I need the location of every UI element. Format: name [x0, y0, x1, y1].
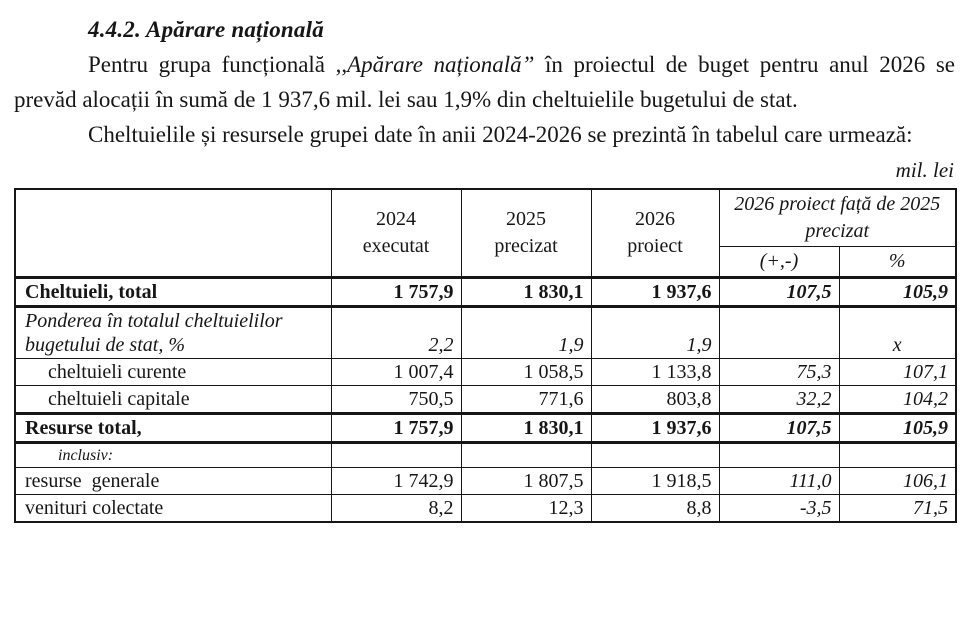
cell-2026: 803,8: [591, 386, 719, 414]
header-2026-year: 2026: [635, 208, 675, 230]
section-heading: 4.4.2. Apărare națională: [88, 17, 324, 42]
cell-percent: x: [839, 307, 956, 359]
cell-diff: 111,0: [719, 468, 839, 495]
paragraph-intro-prefix: Pentru grupa funcțională ,,: [88, 52, 348, 77]
cell-percent: 107,1: [839, 359, 956, 386]
cell-2024: 1 742,9: [331, 468, 461, 495]
cell-2025: 1 830,1: [461, 278, 591, 307]
header-empty-cell: [15, 189, 331, 278]
paragraph-table-lead: Cheltuielile și resursele grupei date în anii 2024-2026 se prezintă în tabelul care urmează:: [88, 122, 913, 147]
cell-percent: 106,1: [839, 468, 956, 495]
header-2025-year: 2025: [506, 208, 546, 230]
table-row-cheltuieli-total: [15, 278, 956, 307]
table-row-venituri-colectate: [15, 495, 956, 523]
cell-2024: 1 757,9: [331, 278, 461, 307]
cell-2025: 1,9: [461, 307, 591, 359]
cell-2025: 771,6: [461, 386, 591, 414]
cell-diff: 32,2: [719, 386, 839, 414]
table-row-resurse-generale: [15, 468, 956, 495]
row-label: venituri colectate: [15, 495, 331, 523]
row-label: resurse generale: [15, 468, 331, 495]
row-label: Ponderea în totalul cheltuielilor bugetului de stat, %: [15, 307, 331, 359]
cell-2024: 1 757,9: [331, 414, 461, 443]
header-diff: (+,-): [719, 247, 839, 278]
table-row-resurse-total: [15, 414, 956, 443]
unit-label: mil. lei: [895, 158, 954, 182]
cell-2024: [331, 443, 461, 468]
header-2026-kind: proiect: [627, 235, 683, 257]
row-label: cheltuieli capitale: [15, 386, 331, 414]
header-comparison-group: 2026 proiect față de 2025 precizat: [719, 189, 956, 247]
cell-percent: 105,9: [839, 278, 956, 307]
cell-2025: 1 058,5: [461, 359, 591, 386]
header-2024-year: 2024: [376, 208, 416, 230]
cell-2026: [591, 443, 719, 468]
cell-diff: -3,5: [719, 495, 839, 523]
budget-table: [14, 188, 957, 523]
cell-diff: [719, 443, 839, 468]
cell-2024: 2,2: [331, 307, 461, 359]
cell-2026: 1 918,5: [591, 468, 719, 495]
header-col-2026: [591, 189, 719, 278]
paragraph-intro-suffix: în proiectul de buget pentru anul 2026 se prevăd alocații în sumă de 1 937,6 mil. lei sau 1,9% din cheltuielile bugetului de stat.: [14, 52, 955, 112]
header-col-2025: [461, 189, 591, 278]
cell-2025: 1 830,1: [461, 414, 591, 443]
paragraph-intro: [14, 47, 955, 117]
cell-percent: [839, 443, 956, 468]
cell-2024: 1 007,4: [331, 359, 461, 386]
table-row-cheltuieli-curente: [15, 359, 956, 386]
cell-2026: 1 937,6: [591, 278, 719, 307]
row-label: inclusiv:: [15, 443, 331, 468]
header-percent: %: [839, 247, 956, 278]
cell-2026: 1 133,8: [591, 359, 719, 386]
cell-percent: 105,9: [839, 414, 956, 443]
cell-2025: 12,3: [461, 495, 591, 523]
cell-diff: 75,3: [719, 359, 839, 386]
table-row-cheltuieli-capitale: [15, 386, 956, 414]
row-label: cheltuieli curente: [15, 359, 331, 386]
header-2024-kind: executat: [362, 235, 430, 257]
cell-2025: 1 807,5: [461, 468, 591, 495]
header-2025-kind: precizat: [494, 235, 558, 257]
cell-2024: 750,5: [331, 386, 461, 414]
cell-percent: 104,2: [839, 386, 956, 414]
table-header-row-top: [15, 189, 956, 247]
cell-2024: 8,2: [331, 495, 461, 523]
row-label: Cheltuieli, total: [15, 278, 331, 307]
quoted-group-name: Apărare națională”: [347, 52, 535, 77]
cell-2026: 8,8: [591, 495, 719, 523]
cell-2026: 1 937,6: [591, 414, 719, 443]
cell-2025: [461, 443, 591, 468]
table-row-inclusiv: [15, 443, 956, 468]
header-col-2024: [331, 189, 461, 278]
row-label: Resurse total,: [15, 414, 331, 443]
cell-diff: 107,5: [719, 278, 839, 307]
table-row-ponderea: [15, 307, 956, 359]
cell-2026: 1,9: [591, 307, 719, 359]
cell-diff: [719, 307, 839, 359]
cell-diff: 107,5: [719, 414, 839, 443]
cell-percent: 71,5: [839, 495, 956, 523]
